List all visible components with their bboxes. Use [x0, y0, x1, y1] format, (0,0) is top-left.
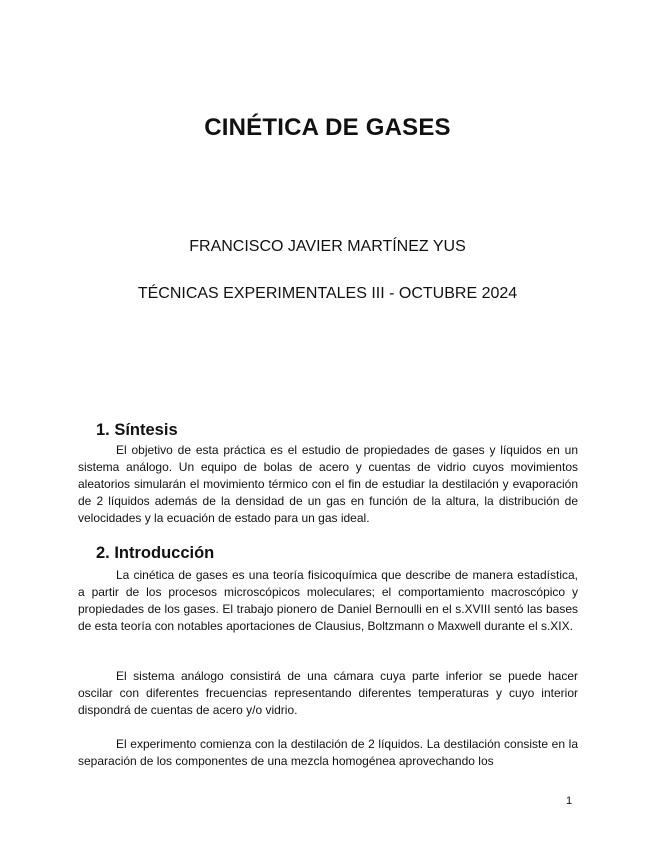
section-heading-introduccion: 2. Introducción [96, 544, 215, 562]
course-info: TÉCNICAS EXPERIMENTALES III - OCTUBRE 2024 [137, 285, 518, 302]
author-name: FRANCISCO JAVIER MARTÍNEZ YUS [189, 238, 466, 255]
paragraph-sintesis: El objetivo de esta práctica es el estudio de propiedades de gases y líquidos en un sistema análogo. Un equipo de bolas de acero y cuentas de vidrio cuyos movimientos aleatorios simularán el movimiento térmico con el fin de estudiar la destilación y evaporación de 2 líquidos además de la densidad de un gas en función de la altura, la distribución de velocidades y la ecuación de estado para un gas ideal. [78, 443, 578, 526]
document-title: CINÉTICA DE GASES [204, 114, 451, 141]
paragraph-introduccion-1: La cinética de gases es una teoría fisicoquímica que describe de manera estadística, a partir de los procesos microscópicos moleculares; el comportamiento macroscópico y propiedades de los gases. El trabajo pionero de Daniel Bernoulli en el s.XVIII sentó las bases de esta teoría con notables aportaciones de Clausius, Boltzmann o Maxwell durante el s.XIX. [78, 568, 578, 634]
paragraph-introduccion-2: El sistema análogo consistirá de una cámara cuya parte inferior se puede hacer oscilar con diferentes frecuencias representando diferentes temperaturas y cuyo interior dispondrá de cuentas de acero y/o vidrio. [78, 669, 578, 718]
paragraph-introduccion-3: El experimento comienza con la destilación de 2 líquidos. La destilación consiste en la separación de los componentes de una mezcla homogénea aprovechando los [78, 737, 578, 769]
page-number: 1 [566, 795, 573, 807]
section-heading-sintesis: 1. Síntesis [96, 421, 178, 439]
